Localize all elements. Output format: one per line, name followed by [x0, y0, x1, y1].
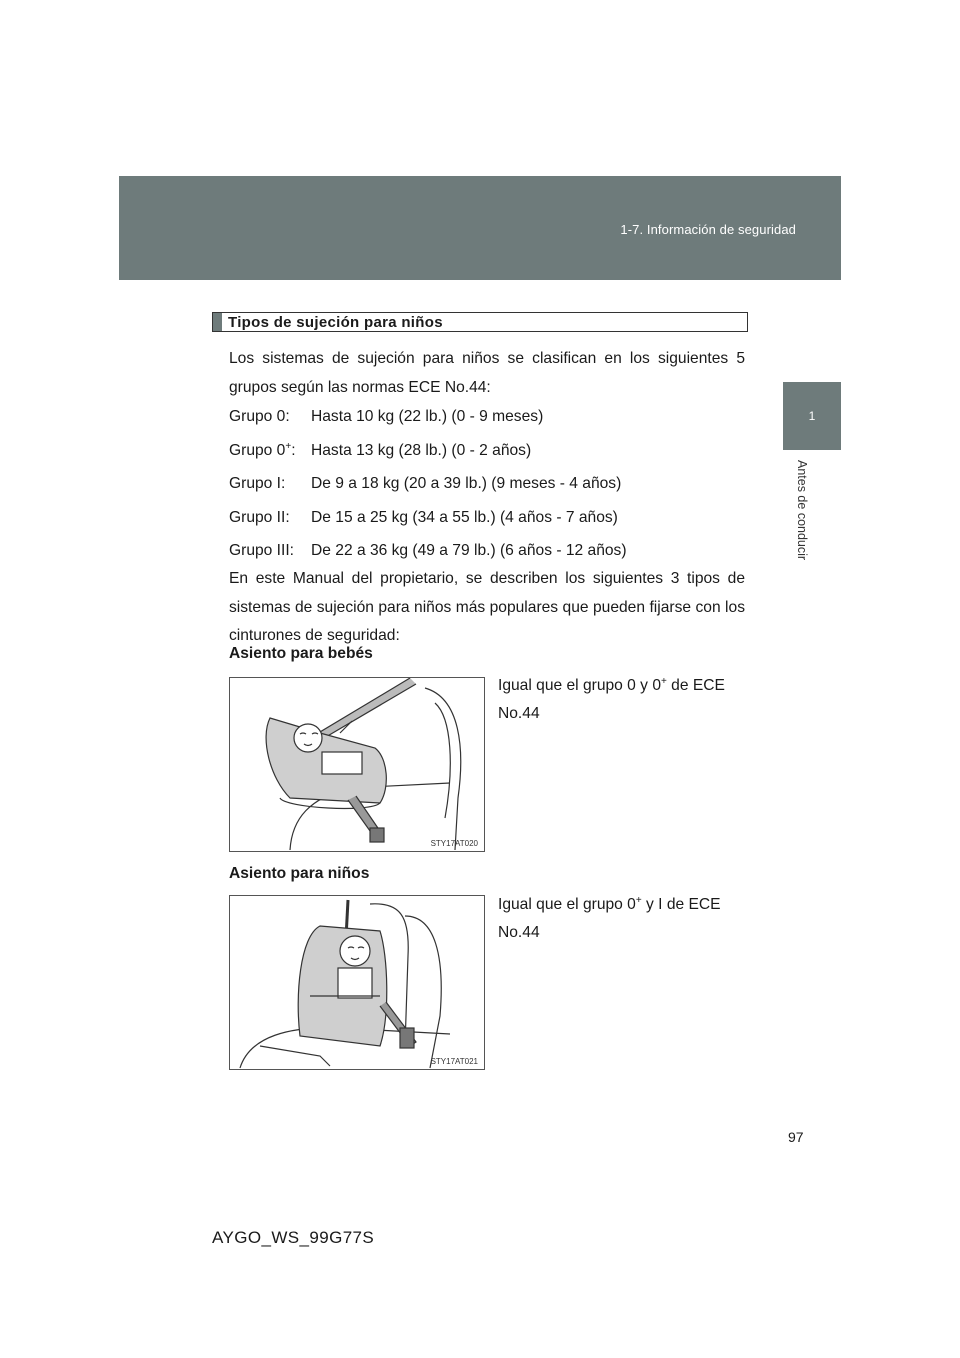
- manual-paragraph: En este Manual del propietario, se describen los siguientes 3 tipos de sistemas de sujeción para niños más populares que pueden fijarse con los cinturones de seguridad:: [229, 570, 745, 644]
- group-name: Grupo 0:: [229, 408, 290, 425]
- intro-paragraph: Los sistemas de sujeción para niños se clasifican en los siguientes 5 grupos según las normas ECE No.44:: [229, 350, 745, 396]
- infant-seat-heading: Asiento para bebés: [229, 645, 373, 662]
- group-name: Grupo 0+:: [229, 440, 296, 459]
- section-title-box: [212, 312, 748, 332]
- child-seat-illustration: [229, 895, 485, 1070]
- infant-seat-note: Igual que el grupo 0 y 0+ de ECE No.44: [498, 676, 725, 722]
- group-desc: Hasta 13 kg (28 lb.) (0 - 2 años): [311, 441, 532, 459]
- group-name: Grupo I:: [229, 475, 286, 492]
- group-desc: Hasta 10 kg (22 lb.) (0 - 9 meses): [311, 408, 544, 425]
- group-row: [229, 501, 627, 535]
- group-row: [229, 434, 627, 468]
- group-name: Grupo III:: [229, 542, 295, 559]
- group-row: [229, 400, 627, 434]
- section-label: 1-7. Información de seguridad: [620, 222, 796, 237]
- chapter-title: Antes de conducir: [795, 460, 809, 561]
- section-title: Tipos de sujeción para niños: [228, 313, 443, 331]
- chapter-tab: [783, 382, 841, 450]
- group-row: [229, 534, 627, 568]
- group-row: [229, 467, 627, 501]
- group-desc: De 22 a 36 kg (49 a 79 lb.) (6 años - 12 años): [311, 542, 627, 559]
- figure-code: STY17AT021: [430, 1057, 478, 1066]
- header-band: [119, 176, 841, 280]
- chapter-number: 1: [808, 409, 816, 423]
- child-seat-note: Igual que el grupo 0+ y I de ECE No.44: [498, 895, 721, 941]
- document-code: AYGO_WS_99G77S: [212, 1228, 375, 1247]
- group-name: Grupo II:: [229, 508, 290, 526]
- group-list: [229, 400, 627, 568]
- title-marker: [213, 313, 222, 331]
- child-seat-heading: Asiento para niños: [229, 865, 370, 882]
- figure-code: STY17AT020: [430, 839, 478, 848]
- infant-seat-illustration: [229, 677, 485, 852]
- group-desc: De 15 a 25 kg (34 a 55 lb.) (4 años - 7 años): [311, 508, 618, 526]
- page-number: 97: [788, 1129, 804, 1145]
- group-desc: De 9 a 18 kg (20 a 39 lb.) (9 meses - 4 años): [311, 475, 622, 492]
